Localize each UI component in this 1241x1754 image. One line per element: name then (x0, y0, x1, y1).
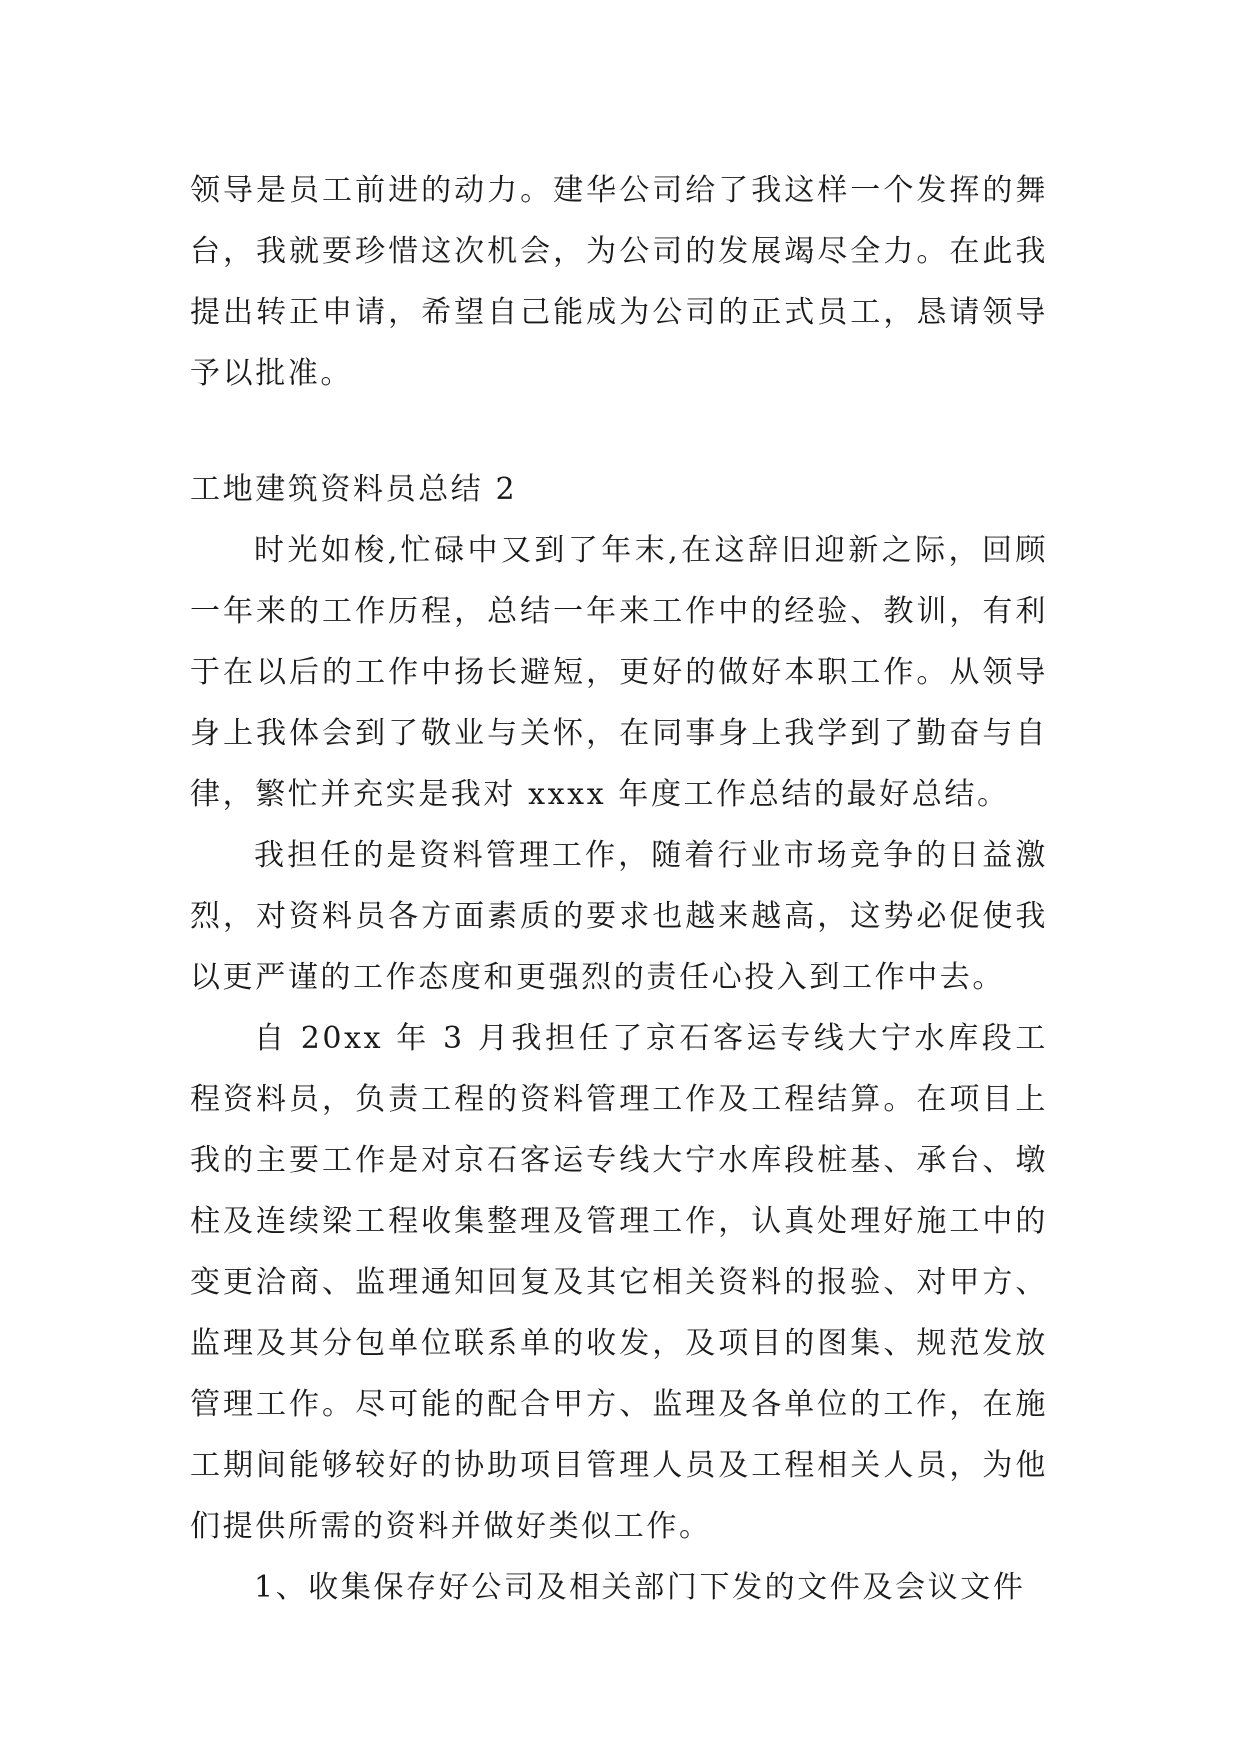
paragraph: 我担任的是资料管理工作，随着行业市场竞争的日益激烈，对资料员各方面素质的要求也越来越高，这势必促使我以更严谨的工作态度和更强烈的责任心投入到工作中去。 (190, 838, 1048, 995)
list-item-paragraph: 1、收集保存好公司及相关部门下发的文件及会议文件 (254, 1570, 1026, 1605)
paragraph: 自 20xx 年 3 月我担任了京石客运专线大宁水库段工程资料员，负责工程的资料管理工作及工程结算。在项目上我的主要工作是对京石客运专线大宁水库段桩基、承台、墩柱及连续梁工程收集整理及管理工作，认真处理好施工中的变更洽商、监理通知回复及其它相关资料的报验、对甲方、监理及其分包单位联系单的收发，及项目的图集、规范发放管理工作。尽可能的配合甲方、监理及各单位的工作，在施工期间能够较好的协助项目管理人员及工程相关人员，为他们提供所需的资料并做好类似工作。 (190, 1021, 1048, 1544)
section-title: 工地建筑资料员总结 2 (190, 472, 518, 507)
paragraph: 时光如梭,忙碌中又到了年末,在这辞旧迎新之际，回顾一年来的工作历程，总结一年来工作中的经验、教训，有利于在以后的工作中扬长避短，更好的做好本职工作。从领导身上我体会到了敬业与关怀，在同事身上我学到了勤奋与自律，繁忙并充实是我对 xxxx 年度工作总结的最好总结。 (190, 533, 1048, 812)
document-body (190, 160, 1048, 1618)
intro-paragraph: 领导是员工前进的动力。建华公司给了我这样一个发挥的舞台，我就要珍惜这次机会，为公司的发展竭尽全力。在此我提出转正申请，希望自己能成为公司的正式员工，恳请领导予以批准。 (190, 173, 1048, 391)
